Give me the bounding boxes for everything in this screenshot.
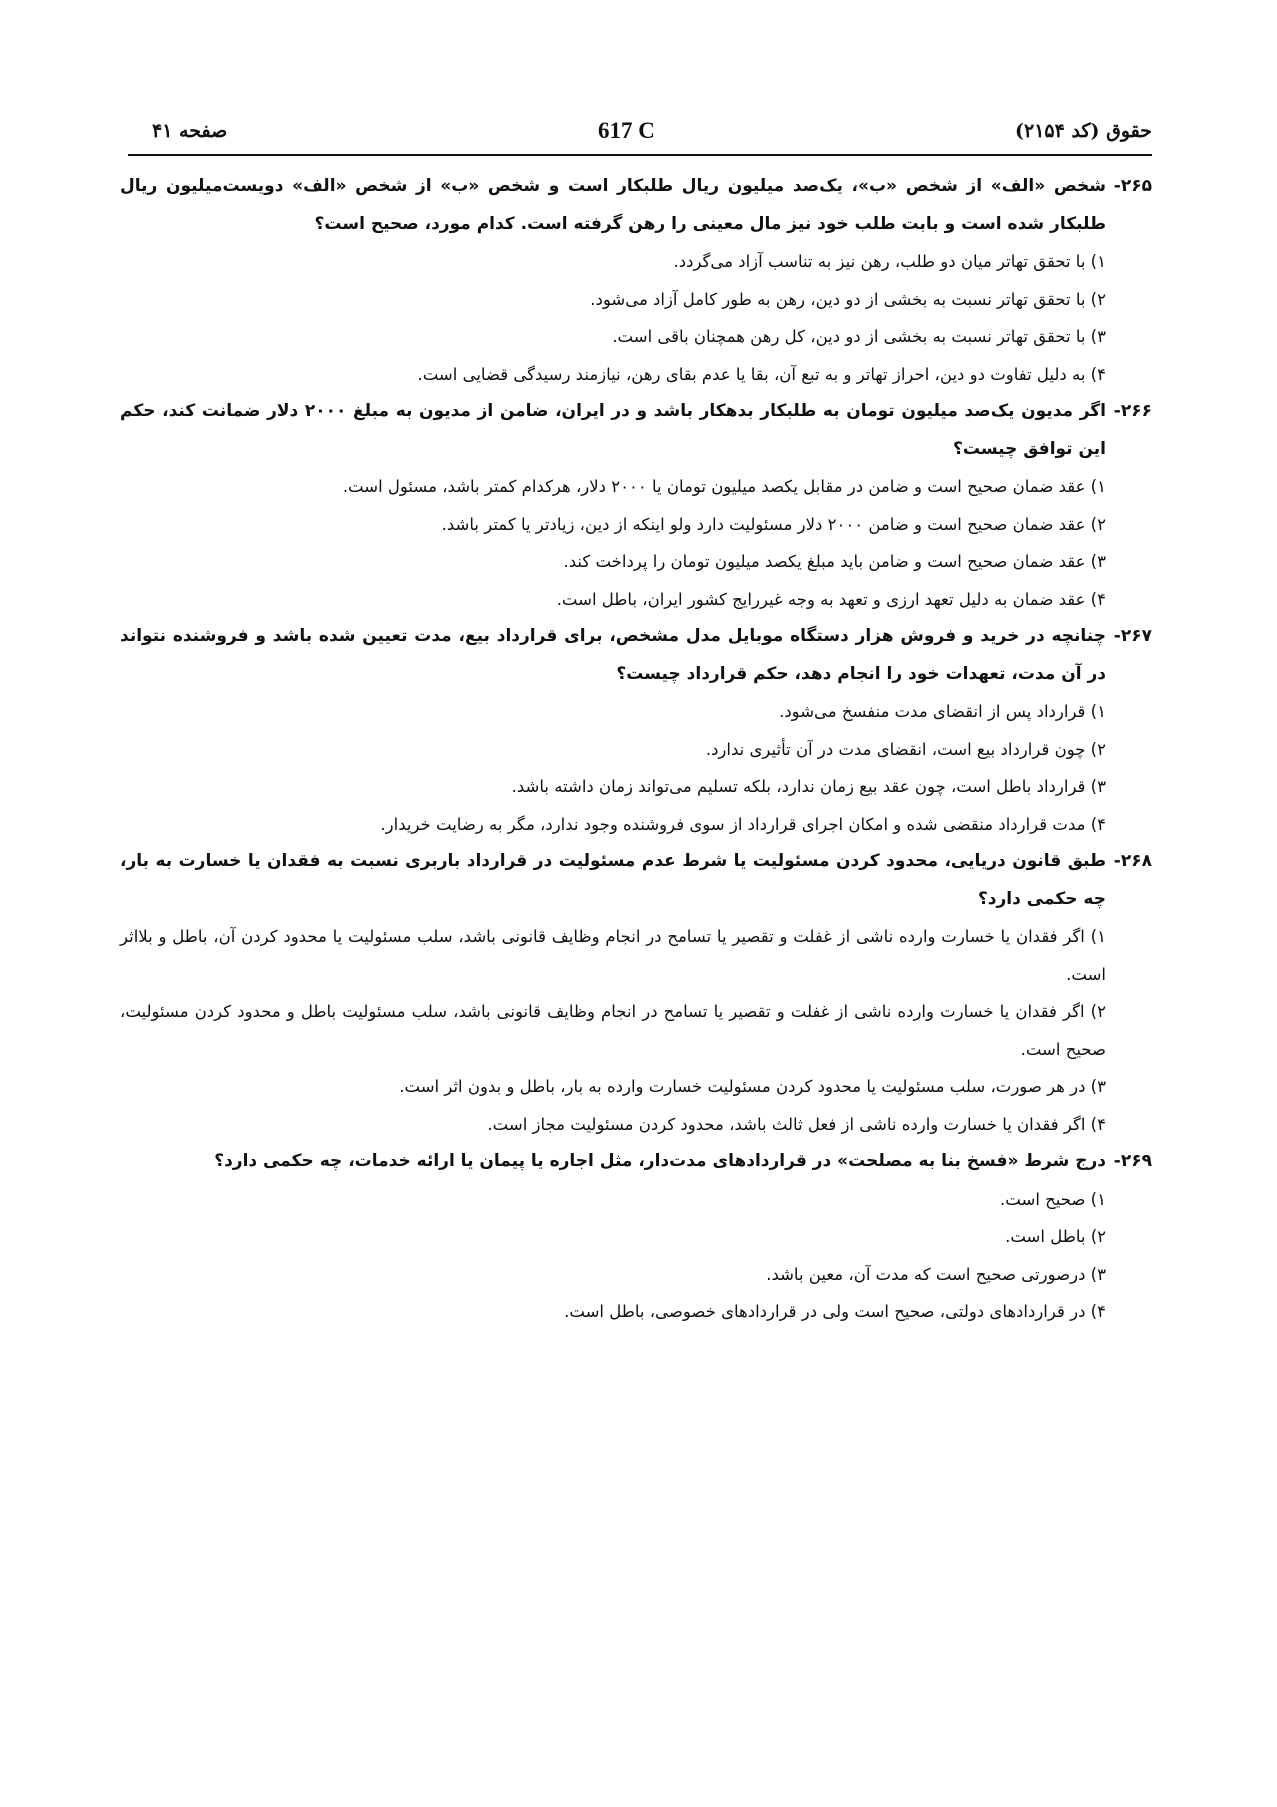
answer-option: ۴) به دلیل تفاوت دو دین، احراز تهاتر و به تبع آن، بقا یا عدم بقای رهن، نیازمند رسیدگی قضایی است.	[417, 364, 1106, 384]
answer-option: ۱) عقد ضمان صحیح است و ضامن در مقابل یکصد میلیون تومان یا ۲۰۰۰ دلار، هرکدام کمتر باشد، مسئول است.	[342, 477, 1106, 496]
answer-option: ۲) با تحقق تهاتر نسبت به بخشی از دو دین، رهن به طور کامل آزاد می‌شود.	[590, 289, 1106, 309]
answer-option: ۱) اگر فقدان یا خسارت وارده ناشی از غفلت و تقصیر یا تسامح در انجام وظایف قانونی باشد، سلب مسئولیت یا محدود کردن آن، باطل و بلااثر است.	[120, 927, 1106, 984]
answer-option: ۱) قرارداد پس از انقضای مدت منفسخ می‌شود.	[779, 702, 1106, 721]
question-stem	[120, 618, 1152, 693]
answer-option: ۳) عقد ضمان صحیح است و ضامن باید مبلغ یکصد میلیون تومان را پرداخت کند.	[563, 552, 1106, 571]
question-266	[120, 393, 1152, 618]
question-269	[120, 1143, 1152, 1331]
question-text: اگر مدیون یک‌صد میلیون تومان به طلبکار بدهکار باشد و در ایران، ضامن از مدیون به مبلغ ۲۰۰۰ دلار ضمانت کند، حکم این توافق چیست؟	[120, 401, 1106, 459]
question-number: ۲۶۷-	[1113, 626, 1152, 646]
question-stem	[120, 1143, 1152, 1181]
question-text: چنانچه در خرید و فروش هزار دستگاه موبایل مدل مشخص، برای قرارداد بیع، مدت تعیین شده باشد و فروشنده نتواند در آن مدت، تعهدات خود را انجام دهد، حکم قرارداد چیست؟	[120, 626, 1106, 684]
booklet-code: 617 C	[598, 118, 655, 143]
question-text: شخص «الف» از شخص «ب»، یک‌صد میلیون ریال طلبکار است و شخص «ب» از شخص «الف» دویست‌میلیون ریال طلبکار شده است و بابت طلب خود نیز مال معینی را رهن گرفته است. کدام مورد، صحیح است؟	[120, 176, 1106, 234]
question-number: ۲۶۸-	[1113, 851, 1152, 871]
answer-option: ۲) اگر فقدان یا خسارت وارده ناشی از غفلت و تقصیر یا تسامح در انجام وظایف قانونی باشد، سلب مسئولیت باطل و محدود کردن مسئولیت، صحیح است.	[120, 1002, 1106, 1059]
answer-option: ۴) در قراردادهای دولتی، صحیح است ولی در قراردادهای خصوصی، باطل است.	[564, 1302, 1106, 1321]
question-number: ۲۶۵-	[1113, 176, 1152, 196]
answer-option: ۴) مدت قرارداد منقضی شده و امکان اجرای قرارداد از سوی فروشنده وجود ندارد، مگر به رضایت خریدار.	[380, 814, 1106, 834]
answer-option: ۱) با تحقق تهاتر میان دو طلب، رهن نیز به تناسب آزاد می‌گردد.	[673, 252, 1106, 271]
question-268	[120, 843, 1152, 1143]
page-number: صفحه ۴۱	[152, 120, 228, 142]
question-267	[120, 618, 1152, 843]
page-header	[128, 118, 1152, 152]
header-divider	[128, 154, 1152, 156]
question-stem	[120, 393, 1152, 468]
question-265	[120, 168, 1152, 393]
answer-option: ۳) با تحقق تهاتر نسبت به بخشی از دو دین، کل رهن همچنان باقی است.	[612, 327, 1106, 346]
answer-option: ۲) عقد ضمان صحیح است و ضامن ۲۰۰۰ دلار مسئولیت دارد ولو اینکه از دین، زیادتر یا کمتر باشد.	[441, 514, 1106, 534]
question-stem	[120, 843, 1152, 918]
question-text: طبق قانون دریایی، محدود کردن مسئولیت یا شرط عدم مسئولیت در قرارداد باربری نسبت به فقدان یا خسارت به بار، چه حکمی دارد؟	[120, 851, 1106, 909]
question-stem	[120, 168, 1152, 243]
question-number: ۲۶۶-	[1113, 401, 1152, 421]
answer-option: ۳) درصورتی صحیح است که مدت آن، معین باشد.	[766, 1264, 1106, 1284]
answer-option: ۲) چون قرارداد بیع است، انقضای مدت در آن تأثیری ندارد.	[705, 739, 1106, 759]
question-text: درج شرط «فسخ بنا به مصلحت» در قراردادهای مدت‌دار، مثل اجاره یا پیمان یا ارائه خدمات، چه حکمی دارد؟	[214, 1151, 1106, 1171]
answer-option: ۴) اگر فقدان یا خسارت وارده ناشی از فعل ثالث باشد، محدود کردن مسئولیت مجاز است.	[487, 1114, 1106, 1134]
answer-option: ۱) صحیح است.	[1000, 1189, 1106, 1209]
answer-option: ۲) باطل است.	[1005, 1227, 1106, 1246]
answer-option: ۳) قرارداد باطل است، چون عقد بیع زمان ندارد، بلکه تسلیم می‌تواند زمان داشته باشد.	[511, 777, 1106, 796]
answer-option: ۳) در هر صورت، سلب مسئولیت یا محدود کردن مسئولیت خسارت وارده به بار، باطل و بدون اثر است.	[399, 1077, 1106, 1096]
questions-list	[120, 168, 1152, 1331]
question-number: ۲۶۹-	[1113, 1151, 1152, 1171]
answer-option: ۴) عقد ضمان به دلیل تعهد ارزی و تعهد به وجه غیررایج کشور ایران، باطل است.	[556, 589, 1106, 609]
subject-title: حقوق (کد ۲۱۵۴)	[1015, 120, 1152, 142]
